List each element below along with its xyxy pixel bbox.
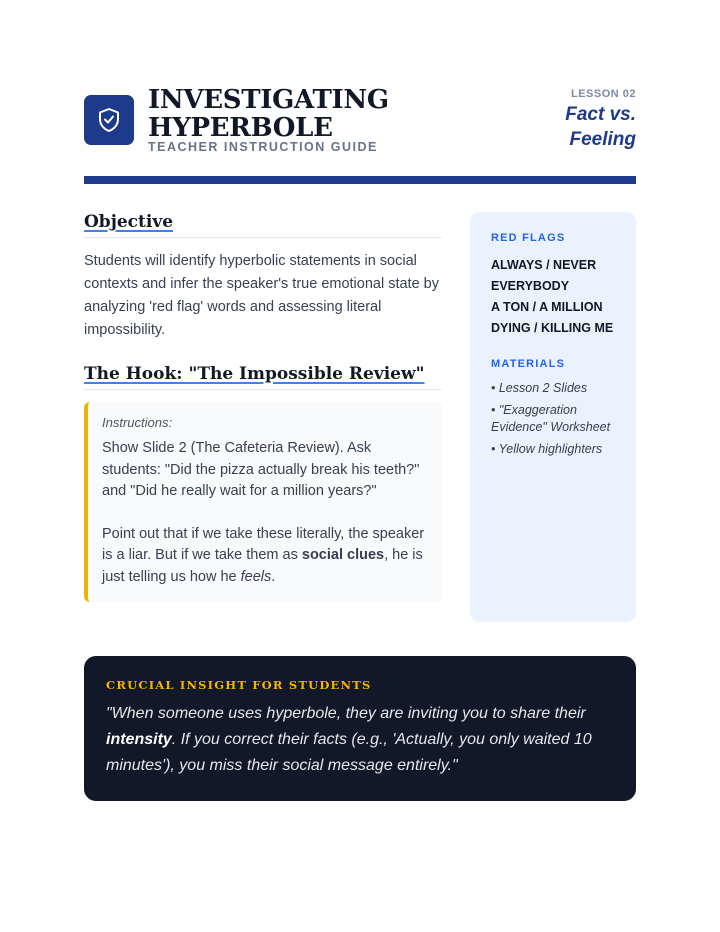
page-subtitle: TEACHER INSTRUCTION GUIDE (148, 140, 378, 154)
red-flag-item: DYING / KILLING ME (491, 321, 614, 335)
red-flags-label: RED FLAGS (491, 232, 566, 244)
red-flag-item: EVERYBODY (491, 279, 570, 293)
instructions-paragraph-1: Show Slide 2 (The Cafeteria Review). Ask students: "Did the pizza actually break his teeth?" and "Did he really wait for a million years?" (102, 440, 420, 499)
materials-label: MATERIALS (491, 358, 566, 370)
insight-box (84, 656, 636, 801)
main-column (84, 212, 442, 602)
feels-emphasis: feels (240, 568, 272, 585)
insight-quote: "When someone uses hyperbole, they are inviting you to share their intensity. If you correct their facts (e.g., 'Actually, you only waited 10 minutes'), you miss their social message entirely." (106, 705, 592, 774)
objective-text: Students will identify hyperbolic statements in social contexts and infer the speaker's true emotional state by analyzing 'red flag' words and assessing literal impossibility. (84, 253, 439, 338)
lesson-title: Fact vs. Feeling (565, 104, 636, 150)
social-clues-emphasis: social clues (301, 547, 385, 563)
instructions-body (102, 438, 428, 588)
logo-badge (84, 95, 134, 145)
material-item: • "Exaggeration Evidence" Worksheet (491, 402, 611, 434)
instructions-paragraph-2: Point out that if we take these literally, the speaker is a liar. But if we take them as social clues, he is just telling us how he feels. (102, 525, 425, 585)
lesson-info (565, 88, 636, 152)
instructions-label: Instructions: (102, 415, 173, 430)
hook-heading: The Hook: "The Impossible Review" (84, 364, 442, 390)
red-flag-item: A TON / A MILLION (491, 300, 603, 314)
material-item: • Yellow highlighters (491, 441, 603, 456)
red-flag-item: ALWAYS / NEVER (491, 258, 597, 272)
materials-list (491, 380, 616, 458)
insight-label: CRUCIAL INSIGHT FOR STUDENTS (106, 678, 372, 692)
header-divider (84, 176, 636, 184)
hook-instructions-callout (84, 402, 442, 602)
sidebar-panel (470, 212, 636, 622)
shield-check-icon (97, 107, 121, 133)
material-item: • Lesson 2 Slides (491, 381, 588, 395)
red-flags-list (491, 255, 616, 339)
objective-heading: Objective (84, 212, 442, 238)
page-header (84, 86, 636, 158)
lesson-number: LESSON 02 (570, 88, 636, 100)
intensity-emphasis: intensity (106, 731, 172, 748)
page-title: INVESTIGATING HYPERBOLE (148, 85, 389, 143)
